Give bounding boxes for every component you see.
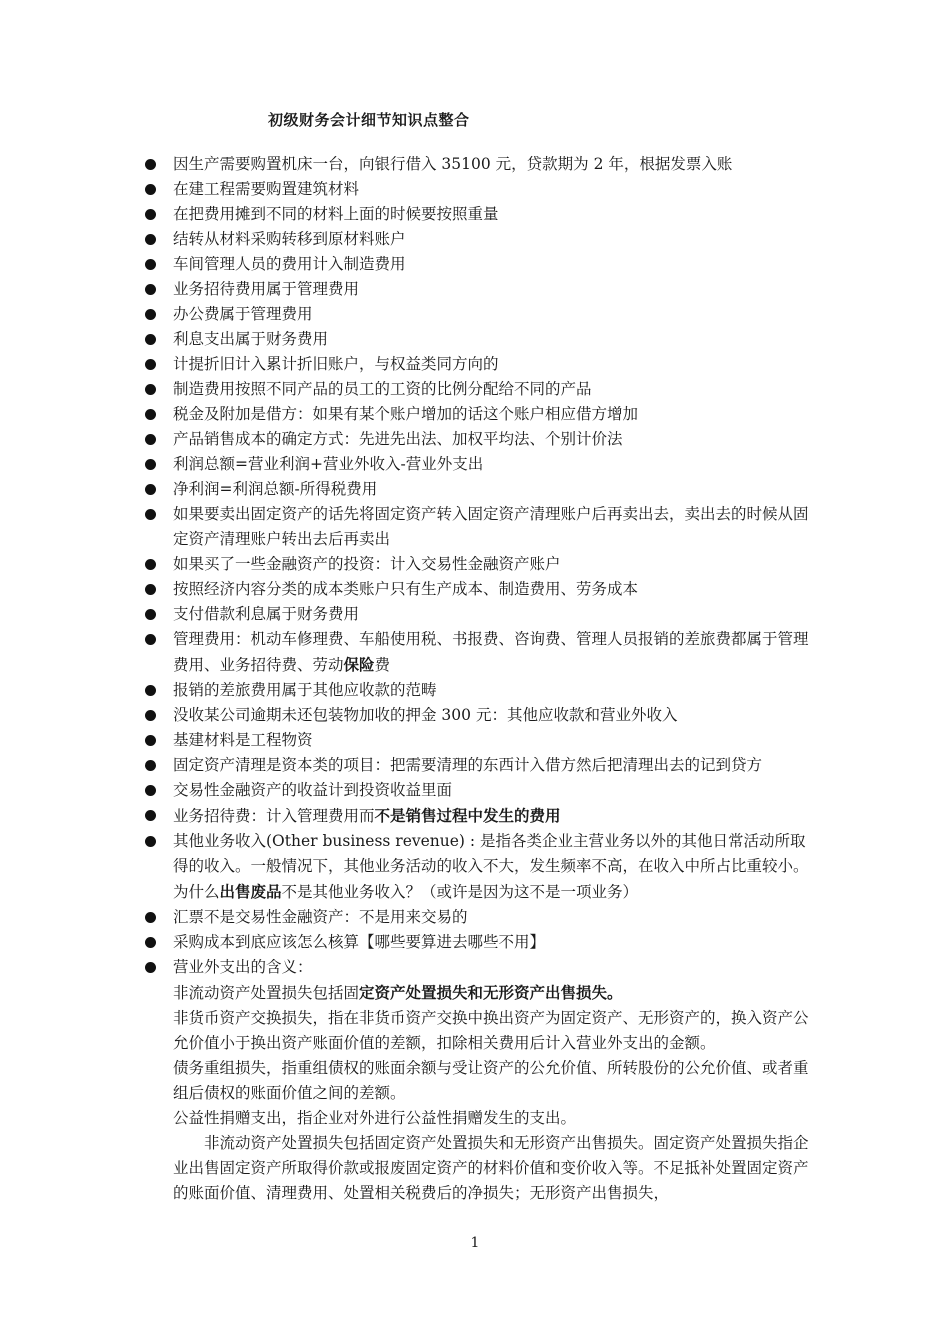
bullet-icon bbox=[145, 484, 156, 495]
bullet-icon bbox=[145, 309, 156, 320]
list-item: 营业外支出的含义： 非流动资产处置损失包括固定资产处置损失和无形资产出售损失。 非货币资产交换损失，指在非货币资产交换中换出资产为固定资产、无形资产的，换入资产公允价值小于换出资产账面价值的差额，扣除相关费用后计入营业外支出的金额。 债务重组损失，指重组债权的账面余额与受让资产的公允价值、所转股份的公允价值、或者重组后债权的账面价值之间的差额。 公益性捐赠支出，指企业对外进行公益性捐赠发生的支出。 非流动资产处置损失包括固定资产处置损失和无形资产出售损失。固定资产处置损失指企业出售固定资产所取得价款或报废固定资产的材料价值和变价收入等。不足抵补处置固定资产的账面价值、清理费用、处置相关税费后的净损失；无形资产出售损失， bbox=[142, 955, 814, 1206]
list-item: 业务招待费：计入管理费用而不是销售过程中发生的费用 bbox=[142, 803, 814, 829]
bullet-icon bbox=[145, 584, 156, 595]
bullet-icon bbox=[145, 710, 156, 721]
list-item: 产品销售成本的确定方式：先进先出法、加权平均法、个别计价法 bbox=[142, 427, 814, 452]
bullet-icon bbox=[145, 912, 156, 923]
page-number: 1 bbox=[470, 1235, 480, 1251]
paragraph: 非流动资产处置损失包括固定资产处置损失和无形资产出售损失。固定资产处置损失指企业出售固定资产所取得价款或报废固定资产的材料价值和变价收入等。不足抵补处置固定资产的账面价值、清理费用、处置相关税费后的净损失；无形资产出售损失， bbox=[173, 1134, 809, 1202]
bullet-icon bbox=[145, 284, 156, 295]
bullet-icon bbox=[145, 609, 156, 620]
list-item: 其他业务收入(Other business revenue) : 是指各类企业主营业务以外的其他日常活动所取得的收入。一般情况下，其他业务活动的收入不大，发生频率不高，在收入中所占比重较小。为什么出售废品不是其他业务收入？（或许是因为这不是一项业务） bbox=[142, 829, 814, 905]
bullet-icon bbox=[145, 785, 156, 796]
list-item: 净利润=利润总额-所得税费用 bbox=[142, 477, 814, 502]
list-item: 报销的差旅费用属于其他应收款的范畴 bbox=[142, 678, 814, 703]
list-item: 在建工程需要购置建筑材料 bbox=[142, 177, 814, 202]
paragraph: 债务重组损失，指重组债权的账面余额与受让资产的公允价值、所转股份的公允价值、或者重组后债权的账面价值之间的差额。 bbox=[173, 1059, 809, 1102]
bullet-icon bbox=[145, 384, 156, 395]
list-item: 固定资产清理是资本类的项目：把需要清理的东西计入借方然后把清理出去的记到贷方 bbox=[142, 753, 814, 778]
bullet-icon bbox=[145, 334, 156, 345]
list-item: 结转从材料采购转移到原材料账户 bbox=[142, 227, 814, 252]
bullet-icon bbox=[145, 184, 156, 195]
bullet-icon bbox=[145, 962, 156, 973]
bullet-icon bbox=[145, 559, 156, 570]
list-item: 管理费用：机动车修理费、车船使用税、书报费、咨询费、管理人员报销的差旅费都属于管理费用、业务招待费、劳动保险费 bbox=[142, 627, 814, 678]
bullet-icon bbox=[145, 836, 156, 847]
list-item: 车间管理人员的费用计入制造费用 bbox=[142, 252, 814, 277]
bullet-icon bbox=[145, 159, 156, 170]
bullet-icon bbox=[145, 685, 156, 696]
list-item: 交易性金融资产的收益计到投资收益里面 bbox=[142, 778, 814, 803]
paragraph: 公益性捐赠支出，指企业对外进行公益性捐赠发生的支出。 bbox=[173, 1109, 577, 1127]
bullet-icon bbox=[145, 810, 156, 821]
document-title: 初级财务会计细节知识点整合 bbox=[268, 111, 470, 129]
bullet-icon bbox=[145, 760, 156, 771]
bullet-icon bbox=[145, 735, 156, 746]
bullet-icon bbox=[145, 359, 156, 370]
bullet-icon bbox=[145, 209, 156, 220]
bullet-icon bbox=[145, 259, 156, 270]
list-item: 在把费用摊到不同的材料上面的时候要按照重量 bbox=[142, 202, 814, 227]
bullet-icon bbox=[145, 434, 156, 445]
list-item: 基建材料是工程物资 bbox=[142, 728, 814, 753]
list-item: 因生产需要购置机床一台，向银行借入 35100 元，贷款期为 2 年，根据发票入账 bbox=[142, 152, 814, 177]
list-item: 业务招待费用属于管理费用 bbox=[142, 277, 814, 302]
list-item: 计提折旧计入累计折旧账户，与权益类同方向的 bbox=[142, 352, 814, 377]
bullet-icon bbox=[145, 234, 156, 245]
list-item: 税金及附加是借方：如果有某个账户增加的话这个账户相应借方增加 bbox=[142, 402, 814, 427]
list-item: 利润总额=营业利润+营业外收入-营业外支出 bbox=[142, 452, 814, 477]
bullet-icon bbox=[145, 937, 156, 948]
list-item: 没收某公司逾期未还包装物加收的押金 300 元：其他应收款和营业外收入 bbox=[142, 703, 814, 728]
list-item: 办公费属于管理费用 bbox=[142, 302, 814, 327]
list-item: 利息支出属于财务费用 bbox=[142, 327, 814, 352]
list-item: 如果买了一些金融资产的投资：计入交易性金融资产账户 bbox=[142, 552, 814, 577]
bullet-icon bbox=[145, 634, 156, 645]
paragraph: 非流动资产处置损失包括固定资产处置损失和无形资产出售损失。 bbox=[173, 983, 623, 1002]
list-item: 采购成本到底应该怎么核算【哪些要算进去哪些不用】 bbox=[142, 930, 814, 955]
bullet-icon bbox=[145, 509, 156, 520]
bullet-icon bbox=[145, 459, 156, 470]
paragraph: 非货币资产交换损失，指在非货币资产交换中换出资产为固定资产、无形资产的，换入资产公允价值小于换出资产账面价值的差额，扣除相关费用后计入营业外支出的金额。 bbox=[173, 1009, 809, 1052]
bullet-list bbox=[142, 152, 814, 1206]
list-item: 制造费用按照不同产品的员工的工资的比例分配给不同的产品 bbox=[142, 377, 814, 402]
list-item: 按照经济内容分类的成本类账户只有生产成本、制造费用、劳务成本 bbox=[142, 577, 814, 602]
list-item: 支付借款利息属于财务费用 bbox=[142, 602, 814, 627]
list-item: 如果要卖出固定资产的话先将固定资产转入固定资产清理账户后再卖出去，卖出去的时候从固定资产清理账户转出去后再卖出 bbox=[142, 502, 814, 552]
bullet-icon bbox=[145, 409, 156, 420]
list-item: 汇票不是交易性金融资产：不是用来交易的 bbox=[142, 905, 814, 930]
